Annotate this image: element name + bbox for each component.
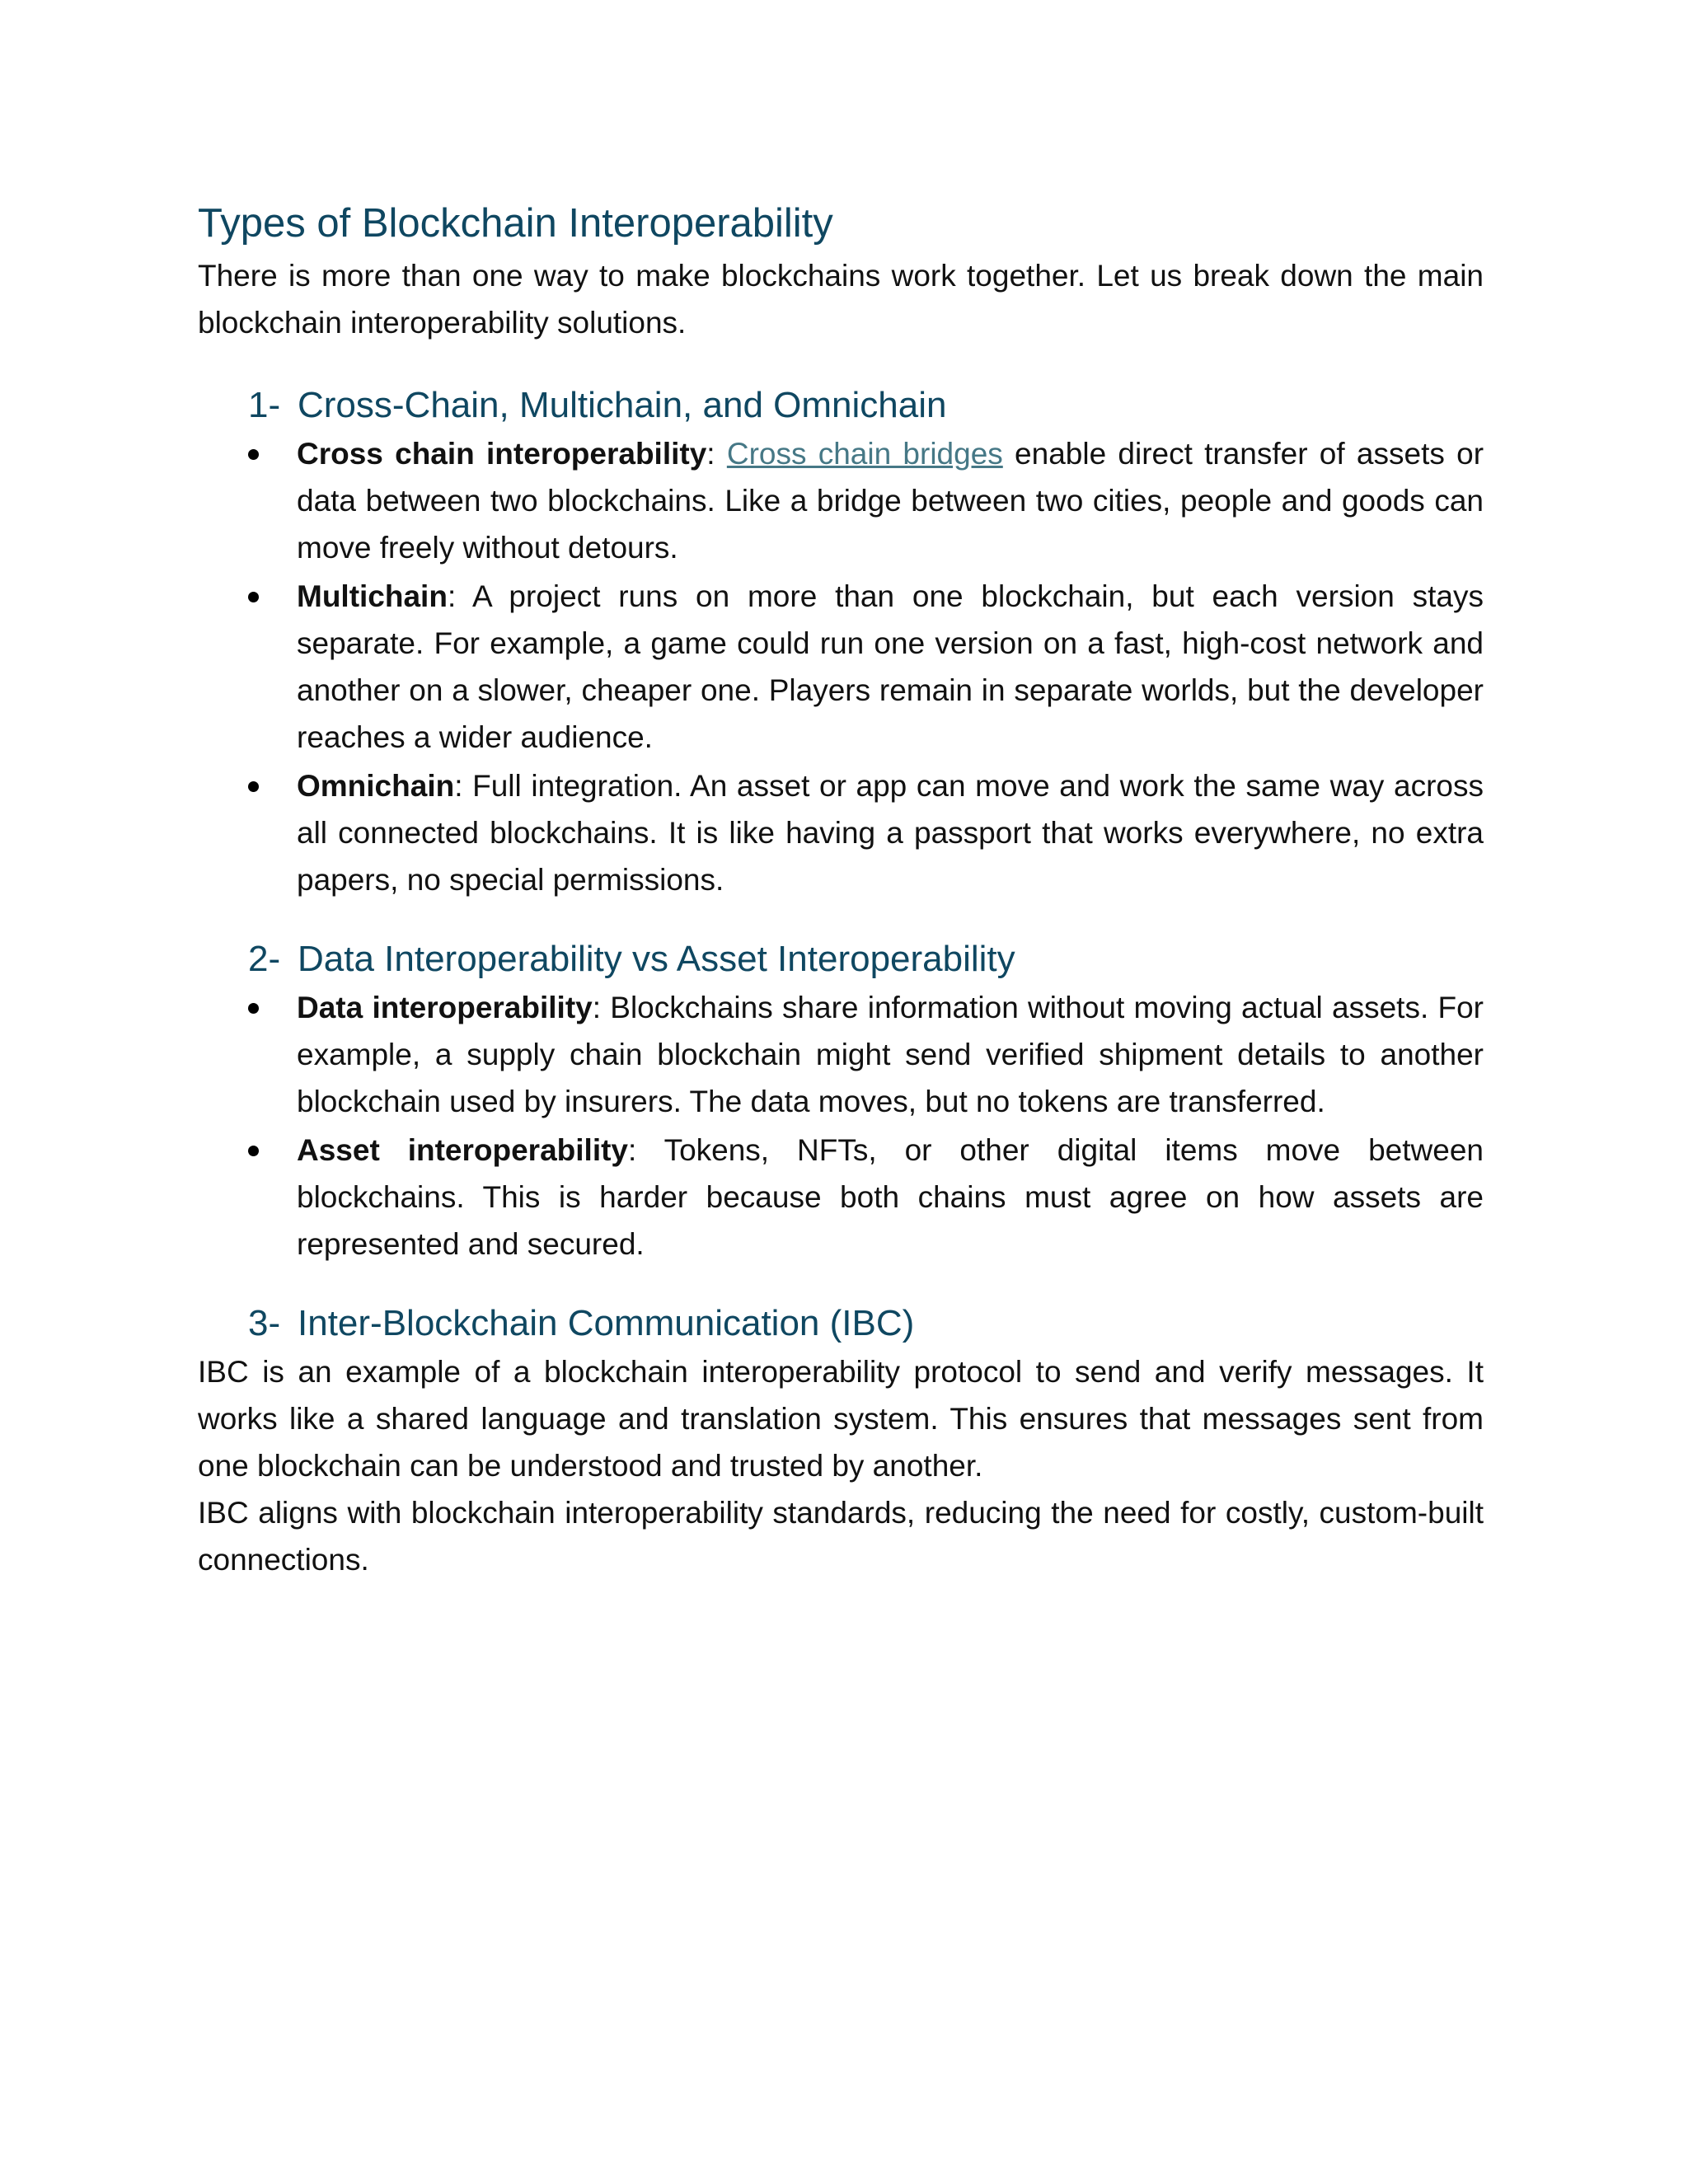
section-number: 1- (248, 385, 281, 425)
bullet-omnichain (198, 762, 1484, 903)
section-number: 3- (248, 1303, 281, 1343)
bullet-term: Multichain (297, 579, 448, 613)
intro-paragraph: There is more than one way to make blockchains work together. Let us break down the main blockchain interoperability solutions. (198, 259, 1484, 340)
section-heading-text: Data Interoperability vs Asset Interoperability (298, 939, 1015, 979)
bullet-multichain (198, 573, 1484, 761)
bullet-separator: : (454, 769, 473, 803)
data-asset-bullet-list (198, 984, 1484, 1268)
bullet-separator: : (628, 1133, 664, 1167)
section-heading-ibc (198, 1299, 1484, 1348)
bullet-dot-icon (248, 1003, 259, 1014)
bullet-dot-icon (248, 449, 259, 460)
bullet-term: Asset interoperability (297, 1133, 628, 1167)
bullet-dot-icon (248, 781, 259, 792)
bullet-text: A project runs on more than one blockchain, but each version stays separate. For example, a game could run one version on a fast, high-cost network and another on a slower, cheaper one. Players remain in separate worlds, but the developer reaches a wider audience. (297, 579, 1484, 754)
bullet-separator: : (592, 991, 611, 1024)
bullet-dot-icon (248, 592, 259, 602)
page-title: Types of Blockchain Interoperability (198, 201, 833, 246)
section-number: 2- (248, 939, 281, 979)
document-content (198, 194, 1484, 1583)
bullet-text: Tokens, NFTs, or other digital items move between blockchains. This is harder because both chains must agree on how assets are represented and secured. (297, 1133, 1484, 1261)
bullet-separator: : (706, 437, 727, 471)
bullet-text: enable direct transfer of assets or data between two blockchains. Like a bridge between two cities, people and goods can move freely without detours. (297, 437, 1484, 565)
section-heading-cross-chain (198, 381, 1484, 430)
section-heading-text: Cross-Chain, Multichain, and Omnichain (298, 385, 947, 425)
ibc-paragraph-2: IBC aligns with blockchain interoperability standards, reducing the need for costly, custom-built connections. (198, 1496, 1484, 1577)
ibc-paragraph-1: IBC is an example of a blockchain interoperability protocol to send and verify messages. It works like a shared language and translation system. This ensures that messages sent from one blockchain can be understood and trusted by another. (198, 1355, 1484, 1483)
cross-chain-bridges-link[interactable]: Cross chain bridges (726, 437, 1003, 471)
bullet-term: Omnichain (297, 769, 455, 803)
bullet-text: Full integration. An asset or app can move and work the same way across all connected blockchains. It is like having a passport that works everywhere, no extra papers, no special permissions. (297, 769, 1484, 897)
bullet-separator: : (447, 579, 472, 613)
bullet-term: Cross chain interoperability (297, 437, 707, 471)
bullet-dot-icon (248, 1146, 259, 1156)
section-heading-text: Inter-Blockchain Communication (IBC) (298, 1303, 915, 1343)
cross-chain-bullet-list (198, 430, 1484, 903)
bullet-asset-interoperability (198, 1127, 1484, 1268)
bullet-cross-chain-interoperability (198, 430, 1484, 571)
bullet-term: Data interoperability (297, 991, 593, 1024)
bullet-data-interoperability (198, 984, 1484, 1125)
bullet-text: Blockchains share information without moving actual assets. For example, a supply chain blockchain might send verified shipment details to another blockchain used by insurers. The data moves, but no tokens are transferred. (297, 991, 1484, 1118)
section-heading-data-vs-asset (198, 935, 1484, 984)
